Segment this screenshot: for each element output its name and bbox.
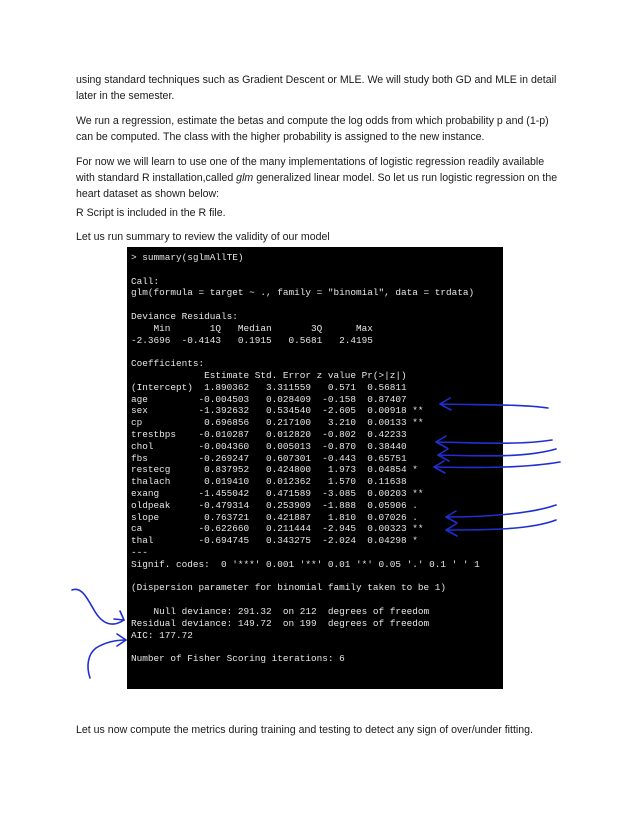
paragraph-summary	[76, 229, 562, 245]
console-line: Residual deviance: 149.72 on 199 degrees of freedom	[131, 617, 430, 629]
console-line: (Dispersion parameter for binomial family taken to be 1)	[131, 582, 447, 594]
console-line: oldpeak -0.479314 0.253909 -1.888 0.05906 .	[131, 499, 418, 511]
paragraph-glm	[76, 154, 562, 202]
paragraph-text: We run a regression, estimate the betas and compute the log odds from which probability p and (1-p) can be computed. The class with the higher probability is assigned to the new instance.	[76, 115, 549, 143]
console-line: Min 1Q Median 3Q Max	[131, 322, 373, 334]
console-line: slope 0.763721 0.421887 1.810 0.07026 .	[131, 511, 418, 523]
console-line: glm(formula = target ~ ., family = "binomial", data = trdata)	[131, 287, 475, 299]
console-line: sex -1.392632 0.534540 -2.605 0.00918 **	[131, 405, 424, 417]
console-line: -2.3696 -0.4143 0.1915 0.5681 2.4195	[131, 334, 373, 346]
console-line: Coefficients:	[131, 358, 205, 370]
console-line: > summary(sglmAllTE)	[131, 252, 244, 263]
hand-arrow-icon	[117, 634, 126, 646]
paragraph-rscript	[76, 205, 562, 221]
paragraph-text	[76, 154, 562, 202]
console-line: fbs -0.269247 0.607301 -0.443 0.65751	[131, 452, 407, 464]
console-line: ca -0.622660 0.211444 -2.945 0.00323 **	[131, 523, 424, 535]
console-line: AIC: 177.72	[131, 629, 193, 641]
console-line: age -0.004503 0.028409 -0.158 0.87407	[131, 393, 407, 405]
console-line: thal -0.694745 0.343275 -2.024 0.04298 *	[131, 535, 418, 547]
console-line: trestbps -0.010287 0.012820 -0.802 0.42233	[131, 428, 407, 440]
console-line: Deviance Residuals:	[131, 310, 238, 322]
console-line: ---	[131, 546, 148, 558]
console-line: exang -1.455042 0.471589 -3.085 0.00203 **	[131, 487, 424, 499]
r-console-screenshot	[127, 247, 503, 689]
paragraph-text: using standard techniques such as Gradient Descent or MLE. We will study both GD and MLE in detail later in the semester.	[76, 74, 557, 102]
hand-arrow-icon	[114, 611, 124, 620]
console-line	[131, 594, 503, 606]
console-line: (Intercept) 1.890362 3.311559 0.571 0.56811	[131, 381, 407, 393]
paragraph-regression	[76, 113, 562, 145]
console-line	[131, 571, 503, 583]
paragraph-text: Let us now compute the metrics during training and testing to detect any sign of over/under fitting.	[76, 724, 533, 736]
paragraph-text: R Script is included in the R file.	[76, 207, 226, 219]
paragraph-intro	[76, 72, 562, 104]
console-line	[131, 264, 503, 276]
console-line: Call:	[131, 275, 160, 287]
console-line: chol -0.004360 0.005013 -0.870 0.38440	[131, 440, 407, 452]
paragraph-text-part: generalized linear model. So let us run logistic regression on the heart dataset as shown below:	[76, 172, 558, 200]
glm-emphasis: glm	[236, 172, 254, 184]
console-line: Number of Fisher Scoring iterations: 6	[131, 653, 345, 665]
console-line	[131, 346, 503, 358]
console-line	[131, 641, 503, 653]
console-line: Signif. codes: 0 '***' 0.001 '**' 0.01 '*' 0.05 '.' 0.1 ' ' 1	[131, 558, 480, 570]
console-line	[131, 299, 503, 311]
paragraph-text-part: For now we will learn to use one of the many implementations of logistic regression readily available with standard R installation,called	[76, 156, 545, 184]
console-output	[127, 247, 503, 665]
console-line: restecg 0.837952 0.424800 1.973 0.04854 *	[131, 464, 418, 476]
paragraph-text: Let us run summary to review the validity of our model	[76, 231, 330, 243]
console-line: cp 0.696856 0.217100 3.210 0.00133 **	[131, 417, 424, 429]
hand-arrow-icon	[88, 640, 126, 678]
hand-arrow-icon	[72, 589, 124, 624]
console-line: Null deviance: 291.32 on 212 degrees of freedom	[131, 605, 430, 617]
console-line: Estimate Std. Error z value Pr(>|z|)	[131, 369, 407, 381]
console-line: thalach 0.019410 0.012362 1.570 0.11638	[131, 476, 407, 488]
paragraph-metrics	[76, 722, 562, 738]
